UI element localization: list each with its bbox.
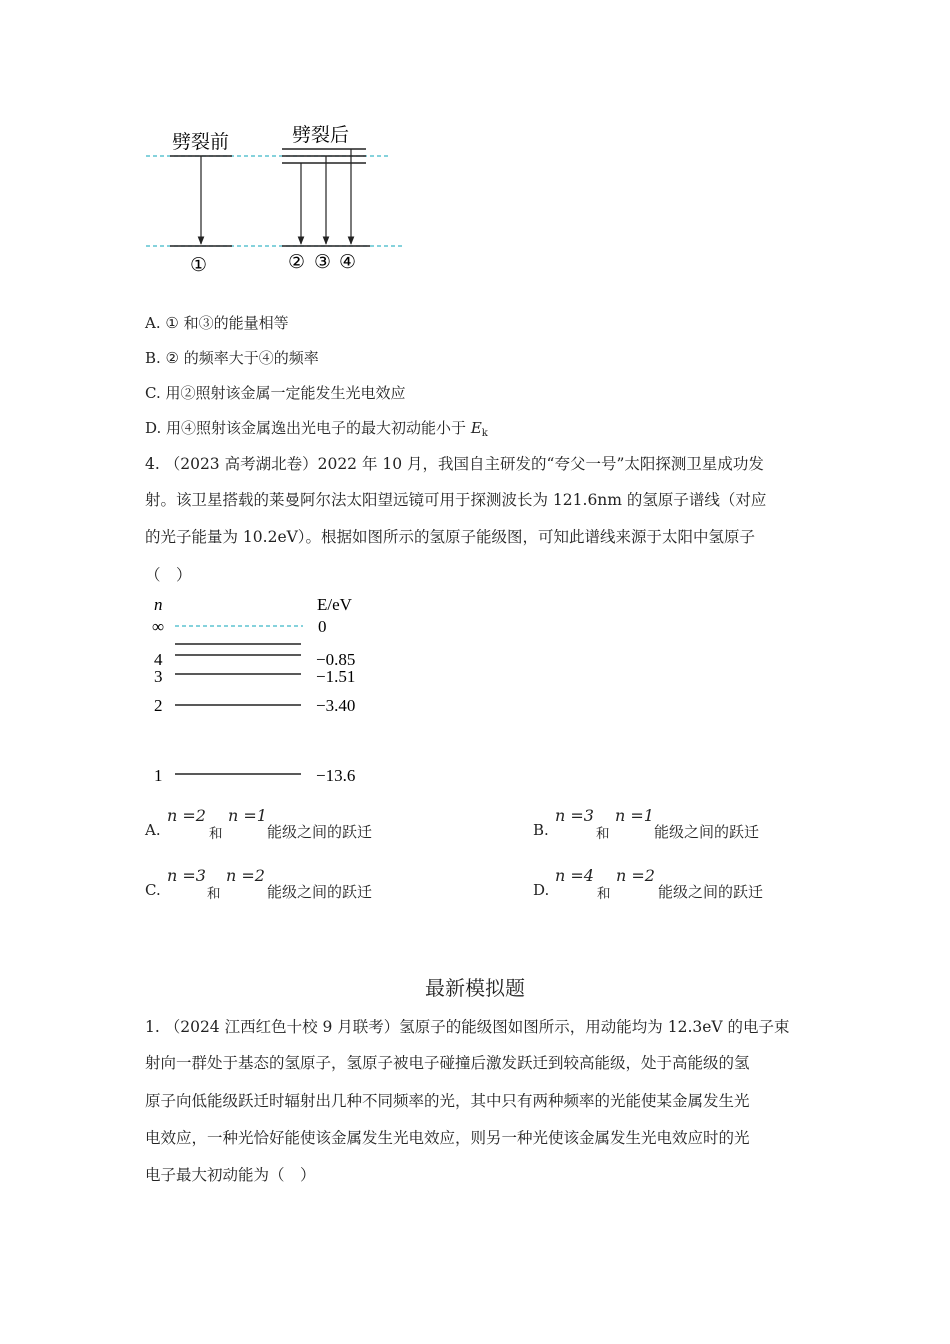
splitting-diagram <box>130 110 420 280</box>
q4-option-b <box>533 806 863 842</box>
q3-option-c: C. 用②照射该金属一定能发生光电效应 <box>145 384 406 402</box>
energy-level-diagram <box>140 592 380 792</box>
q3-option-d-text: D. 用④照射该金属逸出光电子的最大初动能小于 <box>145 419 471 437</box>
after-label: 劈裂后 <box>292 125 350 146</box>
q4-option-d <box>533 866 863 902</box>
q3-option-a: A. ① 和③的能量相等 <box>145 314 289 332</box>
mark-2: ② <box>288 252 306 273</box>
q1-line-1: 1. （2024 江西红色十校 9 月联考）氢原子的能级图如图所示，用动能均为 12.3eV 的电子束 <box>145 1018 790 1036</box>
option-suffix: 能级之间的跃迁 <box>267 823 373 841</box>
option-suffix: 能级之间的跃迁 <box>267 883 373 901</box>
q4-line-2: 射。该卫星搭载的莱曼阿尔法太阳望远镜可用于探测波长为 121.6nm 的氢原子谱线（对应 <box>145 491 767 509</box>
option-conj: 和 <box>209 826 223 842</box>
level-value-3: −1.51 <box>316 667 356 686</box>
q3-option-d <box>145 417 488 439</box>
option-n1: n =3 <box>167 866 206 885</box>
q4-option-a <box>145 806 475 842</box>
q3-option-b: B. ② 的频率大于④的频率 <box>145 349 319 367</box>
q4-option-c <box>145 866 475 902</box>
q4-line-3: 的光子能量为 10.2eV）。根据如图所示的氢原子能级图，可知此谱线来源于太阳中氢原子 <box>145 528 756 546</box>
q4-line-1: 4. （2023 高考湖北卷）2022 年 10 月，我国自主研发的“夸父一号”太阳探测卫星成功发 <box>145 455 764 473</box>
level-label-inf: ∞ <box>152 617 165 636</box>
level-label-4: 4 <box>154 650 163 669</box>
option-n1: n =2 <box>167 806 206 825</box>
level-label-3: 3 <box>154 667 163 686</box>
mark-1: ① <box>190 255 208 276</box>
option-letter: B. <box>533 821 549 839</box>
ek-symbol: E <box>470 419 482 437</box>
level-label-1: 1 <box>154 766 163 785</box>
mark-4: ④ <box>339 252 357 273</box>
option-n2: n =1 <box>228 806 267 825</box>
q1-line-3: 原子向低能级跃迁时辐射出几种不同频率的光，其中只有两种频率的光能使某金属发生光 <box>145 1092 750 1110</box>
option-letter: D. <box>533 881 550 899</box>
q4-line-4: （ ） <box>145 566 192 584</box>
option-n2: n =2 <box>616 866 655 885</box>
before-label: 劈裂前 <box>172 132 230 153</box>
e-header: E/eV <box>317 595 352 614</box>
q1-line-4: 电效应，一种光恰好能使该金属发生光电效应，则另一种光使该金属发生光电效应时的光 <box>145 1129 750 1147</box>
option-conj: 和 <box>207 886 221 902</box>
n-header: n <box>154 595 163 614</box>
option-n1: n =3 <box>555 806 594 825</box>
q1-line-5: 电子最大初动能为（ ） <box>145 1166 316 1184</box>
option-n2: n =2 <box>226 866 265 885</box>
q1-line-2: 射向一群处于基态的氢原子，氢原子被电子碰撞后激发跃迁到较高能级，处于高能级的氢 <box>145 1054 750 1072</box>
option-suffix: 能级之间的跃迁 <box>658 883 764 901</box>
level-value-4: −0.85 <box>316 650 356 669</box>
option-suffix: 能级之间的跃迁 <box>654 823 760 841</box>
option-conj: 和 <box>597 886 611 902</box>
option-conj: 和 <box>596 826 610 842</box>
section-title: 最新模拟题 <box>425 976 525 1000</box>
option-n1: n =4 <box>555 866 594 885</box>
ek-subscript: k <box>481 428 488 439</box>
option-letter: A. <box>145 821 161 839</box>
level-label-2: 2 <box>154 696 163 715</box>
level-value-inf: 0 <box>318 617 327 636</box>
level-value-2: −3.40 <box>316 696 356 715</box>
mark-3: ③ <box>314 252 332 273</box>
option-n2: n =1 <box>615 806 654 825</box>
option-letter: C. <box>145 881 161 899</box>
level-value-1: −13.6 <box>316 766 356 785</box>
